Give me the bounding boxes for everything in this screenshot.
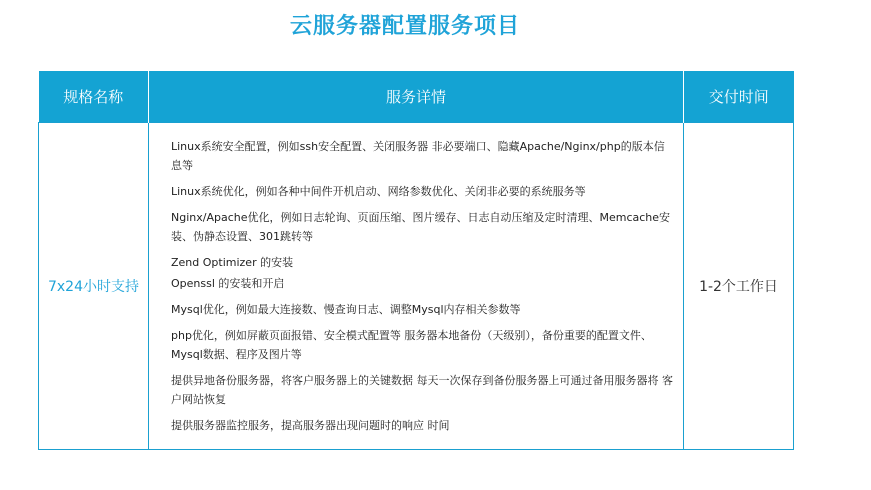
- header-delivery-time: 交付时间: [684, 71, 794, 123]
- detail-item: Mysql优化，例如最大连接数、慢查询日志、调整Mysql内存相关参数等: [171, 303, 521, 316]
- detail-item: php优化，例如屏蔽页面报错、安全模式配置等 服务器本地备份（天级别），备份重要的配置文件、Mysql数据、程序及图片等: [171, 329, 652, 361]
- detail-item: Linux系统优化，例如各种中间件开机启动、网络参数优化、关闭非必要的系统服务等: [171, 185, 586, 198]
- detail-item: Linux系统安全配置，例如ssh安全配置、关闭服务器 非必要端口、隐藏Apache/Nginx/php的版本信息等: [171, 140, 665, 172]
- delivery-cell: 1-2个工作日: [684, 123, 794, 450]
- detail-item: Nginx/Apache优化，例如日志轮询、页面压缩、图片缓存、日志自动压缩及定时清理、Memcache安装、伪静态设置、301跳转等: [171, 211, 671, 243]
- service-table: [38, 71, 794, 450]
- table-row: [39, 123, 794, 450]
- header-spec-name: 规格名称: [39, 71, 149, 123]
- detail-item: 提供异地备份服务器，将客户服务器上的关键数据 每天一次保存到备份服务器上可通过备用服务器将 客户网站恢复: [171, 374, 673, 406]
- detail-item: Zend Optimizer 的安装: [171, 256, 294, 269]
- detail-item: 提供服务器监控服务，提高服务器出现问题时的响应 时间: [171, 419, 450, 432]
- page-title: 云服务器配置服务项目: [289, 14, 520, 39]
- spec-cell: 7x24小时支持: [39, 123, 149, 450]
- table-header-row: [39, 71, 794, 123]
- details-cell: [149, 123, 684, 450]
- header-service-details: 服务详情: [149, 71, 684, 123]
- detail-item: Openssl 的安装和开启: [171, 277, 285, 290]
